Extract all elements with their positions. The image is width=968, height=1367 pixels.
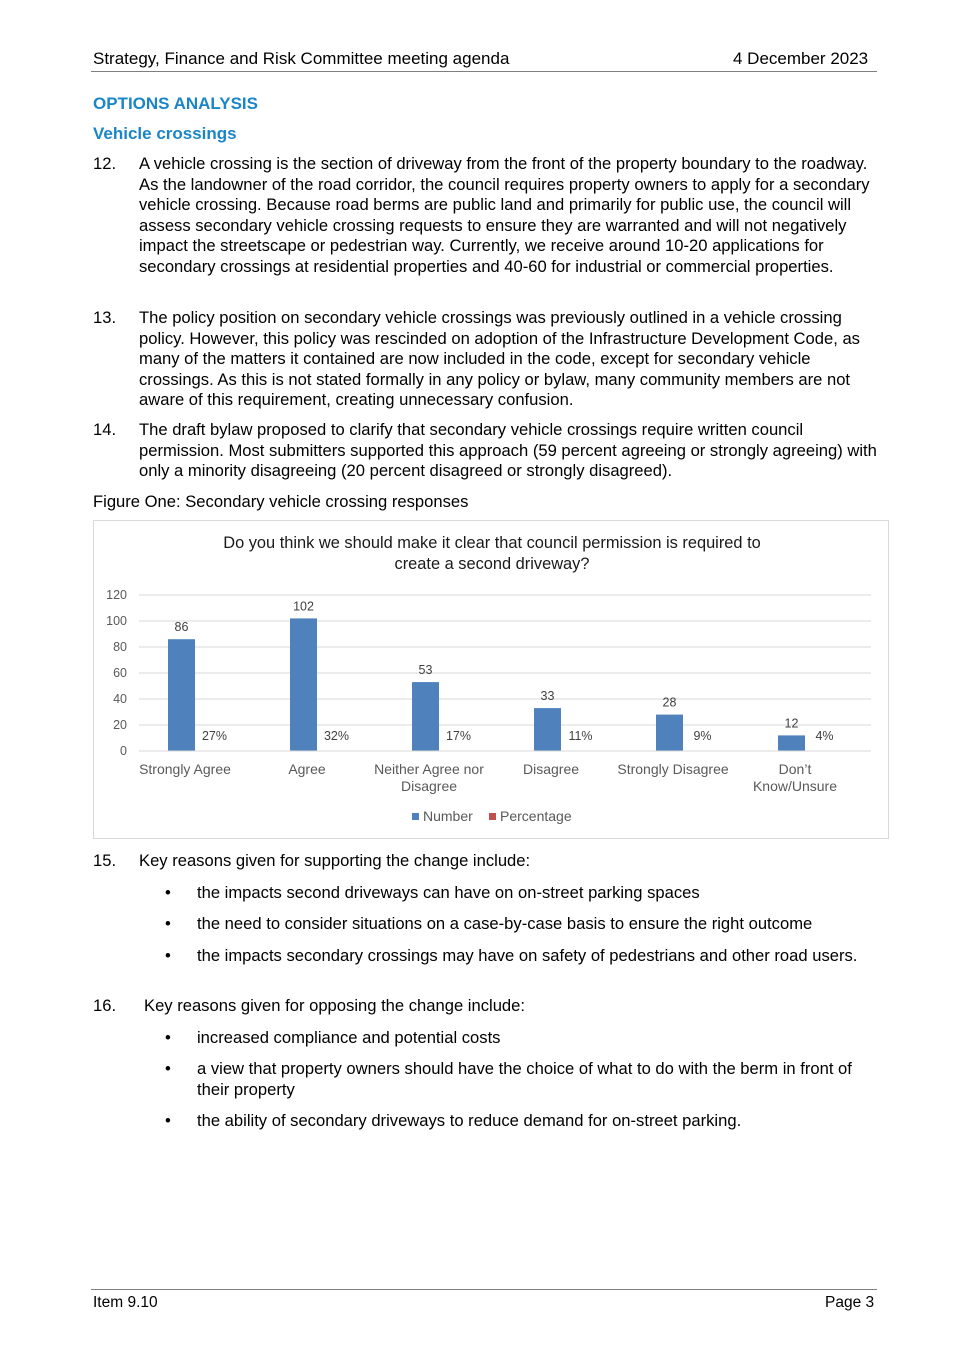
bullet-item (165, 1059, 875, 1100)
data-label-number: 102 (293, 599, 314, 614)
legend-label: Percentage (500, 808, 572, 824)
bullet-icon: • (165, 946, 171, 965)
x-category-label: Know/Unsure (752, 778, 838, 794)
paragraph-15 (93, 851, 883, 872)
bullet-item (165, 1111, 875, 1132)
y-tick-label: 120 (106, 588, 127, 602)
chart-title-line: Do you think we should make it clear that council permission is required to (223, 534, 761, 552)
bar-number (778, 735, 805, 751)
data-label-percentage: 17% (445, 729, 472, 743)
x-category-label: Strongly Agree (139, 761, 231, 777)
data-label-number: 33 (540, 689, 555, 704)
subsection-heading: Vehicle crossings (93, 124, 237, 143)
legend-label: Number (423, 808, 473, 824)
data-label-number: 12 (784, 716, 799, 731)
data-label-percentage: 11% (568, 729, 593, 743)
bar-number (290, 618, 317, 751)
bar-number (168, 639, 195, 751)
header-rule (91, 71, 877, 72)
bullet-icon: • (165, 1028, 171, 1047)
legend-swatch (412, 813, 419, 820)
footer-rule (91, 1289, 877, 1290)
paragraph-12 (93, 154, 883, 277)
chart-container (93, 520, 889, 839)
bullet-item (165, 1028, 875, 1049)
paragraph-text: Key reasons given for supporting the change include: (139, 851, 531, 870)
y-tick-label: 40 (113, 692, 127, 706)
bullet-text: the ability of secondary driveways to reduce demand for on-street parking. (197, 1111, 742, 1130)
y-tick-label: 100 (106, 614, 127, 628)
data-label-percentage: 32% (323, 729, 350, 743)
paragraph-14 (93, 420, 883, 482)
bullet-item (165, 946, 875, 967)
paragraph-text: The policy position on secondary vehicle crossings was previously outlined in a vehicle crossing policy. However, this policy was rescinded on adoption of the Infrastructure Development Code, as many of the matters it contained are now included in the code, except for secondary vehicle crossings. As this is not stated formally in any policy or bylaw, many community members are not aware of this requirement, creating unnecessary confusion. (139, 308, 860, 409)
header-date: 4 December 2023 (733, 49, 869, 68)
figure-caption: Figure One: Secondary vehicle crossing responses (93, 492, 469, 511)
bar-number (534, 708, 561, 751)
y-tick-label: 20 (113, 718, 127, 732)
paragraph-text: Key reasons given for opposing the change include: (144, 996, 525, 1015)
x-category-label: Strongly Disagree (617, 761, 729, 777)
bullet-icon: • (165, 1059, 171, 1078)
bullet-text: increased compliance and potential costs (197, 1028, 501, 1047)
paragraph-13 (93, 308, 883, 411)
bullet-item (165, 883, 875, 904)
paragraph-number: 13. (93, 308, 117, 327)
x-category-label: Disagree (522, 761, 580, 777)
section-heading: OPTIONS ANALYSIS (93, 94, 258, 113)
data-label-percentage: 9% (693, 729, 712, 743)
paragraph-number: 12. (93, 154, 117, 173)
data-label-percentage: 27% (201, 729, 228, 743)
footer-page-number: Page 3 (825, 1294, 875, 1311)
bullet-item (165, 914, 875, 935)
paragraph-number: 16. (93, 996, 117, 1015)
bullet-icon: • (165, 914, 171, 933)
paragraph-16 (93, 996, 883, 1017)
footer-item: Item 9.10 (93, 1294, 158, 1311)
paragraph-text: A vehicle crossing is the section of driveway from the front of the property boundary to the roadway. As the landowner of the road corridor, the council requires property owners to apply for a secondary vehicle crossing. Because road berms are public land and primarily for public use, the council will assess secondary vehicle crossing requests to ensure they are warranted and will not negatively impact the streetscape or pedestrian way. Currently, we receive around 10-20 applications for secondary crossings at residential properties and 40-60 for industrial or commercial properties. (139, 154, 870, 276)
bar-chart (94, 521, 890, 840)
y-tick-label: 60 (113, 666, 127, 680)
bullet-text: the impacts second driveways can have on on-street parking spaces (197, 883, 700, 902)
x-category-label: Don’t (778, 761, 812, 777)
data-label-number: 28 (662, 695, 677, 710)
bullet-icon: • (165, 883, 171, 902)
x-category-label: Agree (288, 761, 326, 777)
paragraph-number: 14. (93, 420, 117, 439)
bullet-text: a view that property owners should have the choice of what to do with the berm in front of their property (197, 1059, 852, 1099)
y-tick-label: 0 (120, 744, 127, 758)
chart-title-line: create a second driveway? (394, 555, 590, 573)
bullet-icon: • (165, 1111, 171, 1130)
header-title: Strategy, Finance and Risk Committee meeting agenda (93, 49, 510, 68)
y-tick-label: 80 (113, 640, 127, 654)
data-label-number: 53 (418, 663, 433, 678)
bar-number (656, 715, 683, 751)
paragraph-text: The draft bylaw proposed to clarify that secondary vehicle crossings require written council permission. Most submitters supported this approach (59 percent agreeing or strongly agreeing) with only a minority disagreeing (20 percent disagreed or strongly disagreed). (139, 420, 877, 480)
data-label-number: 86 (174, 620, 189, 635)
bullet-text: the impacts secondary crossings may have on safety of pedestrians and other road users. (197, 946, 858, 965)
bar-number (412, 682, 439, 751)
paragraph-number: 15. (93, 851, 117, 870)
x-category-label: Disagree (400, 778, 458, 794)
legend-swatch (489, 813, 496, 820)
bullet-text: the need to consider situations on a case-by-case basis to ensure the right outcome (197, 914, 813, 933)
data-label-percentage: 4% (815, 729, 834, 743)
x-category-label: Neither Agree nor (374, 761, 484, 777)
